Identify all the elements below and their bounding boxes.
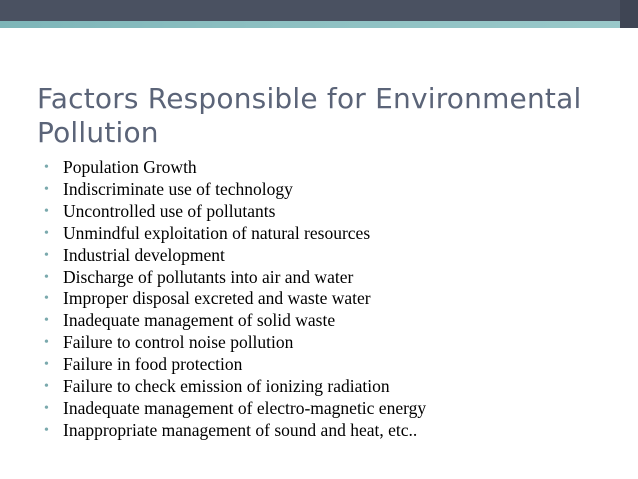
list-item [44,267,426,289]
list-item [44,420,426,442]
list-item [44,245,426,267]
list-item [44,376,426,398]
list-item-label: Failure to check emission of ionizing radiation [63,376,390,397]
list-item-label: Inappropriate management of sound and heat, etc.. [63,419,418,440]
bullet-icon: • [44,422,49,438]
list-item [44,310,426,332]
list-item [44,157,426,179]
bullet-icon: • [44,335,49,351]
bullet-icon: • [44,357,49,373]
bullet-icon: • [44,400,49,416]
bullet-icon: • [44,269,49,285]
list-item-label: Failure to control noise pollution [63,332,294,353]
list-item [44,179,426,201]
list-item-label: Improper disposal excreted and waste water [63,288,371,309]
bullet-icon: • [44,225,49,241]
list-item-label: Uncontrolled use of pollutants [63,200,276,221]
list-item [44,354,426,376]
list-item [44,201,426,223]
bullet-list [44,157,426,442]
list-item [44,223,426,245]
header-accent-stripe [0,21,638,28]
list-item-label: Indiscriminate use of technology [63,178,293,199]
bullet-icon: • [44,313,49,329]
bullet-icon: • [44,181,49,197]
header-bar [0,0,638,21]
list-item-label: Discharge of pollutants into air and water [63,266,354,287]
list-item [44,398,426,420]
list-item-label: Population Growth [63,157,197,177]
header-corner-block [620,0,638,28]
list-item-label: Inadequate management of solid waste [63,310,336,331]
list-item-label: Industrial development [63,244,225,265]
list-item [44,332,426,354]
slide-title: Factors Responsible for Environmental Pollution [37,82,582,149]
bullet-icon: • [44,379,49,395]
list-item-label: Unmindful exploitation of natural resources [63,222,371,243]
bullet-icon: • [44,291,49,307]
bullet-icon: • [44,160,49,175]
list-item-label: Failure in food protection [63,354,243,375]
list-item [44,288,426,310]
list-item-label: Inadequate management of electro-magnetic energy [63,397,427,418]
bullet-icon: • [44,247,49,263]
bullet-icon: • [44,203,49,219]
